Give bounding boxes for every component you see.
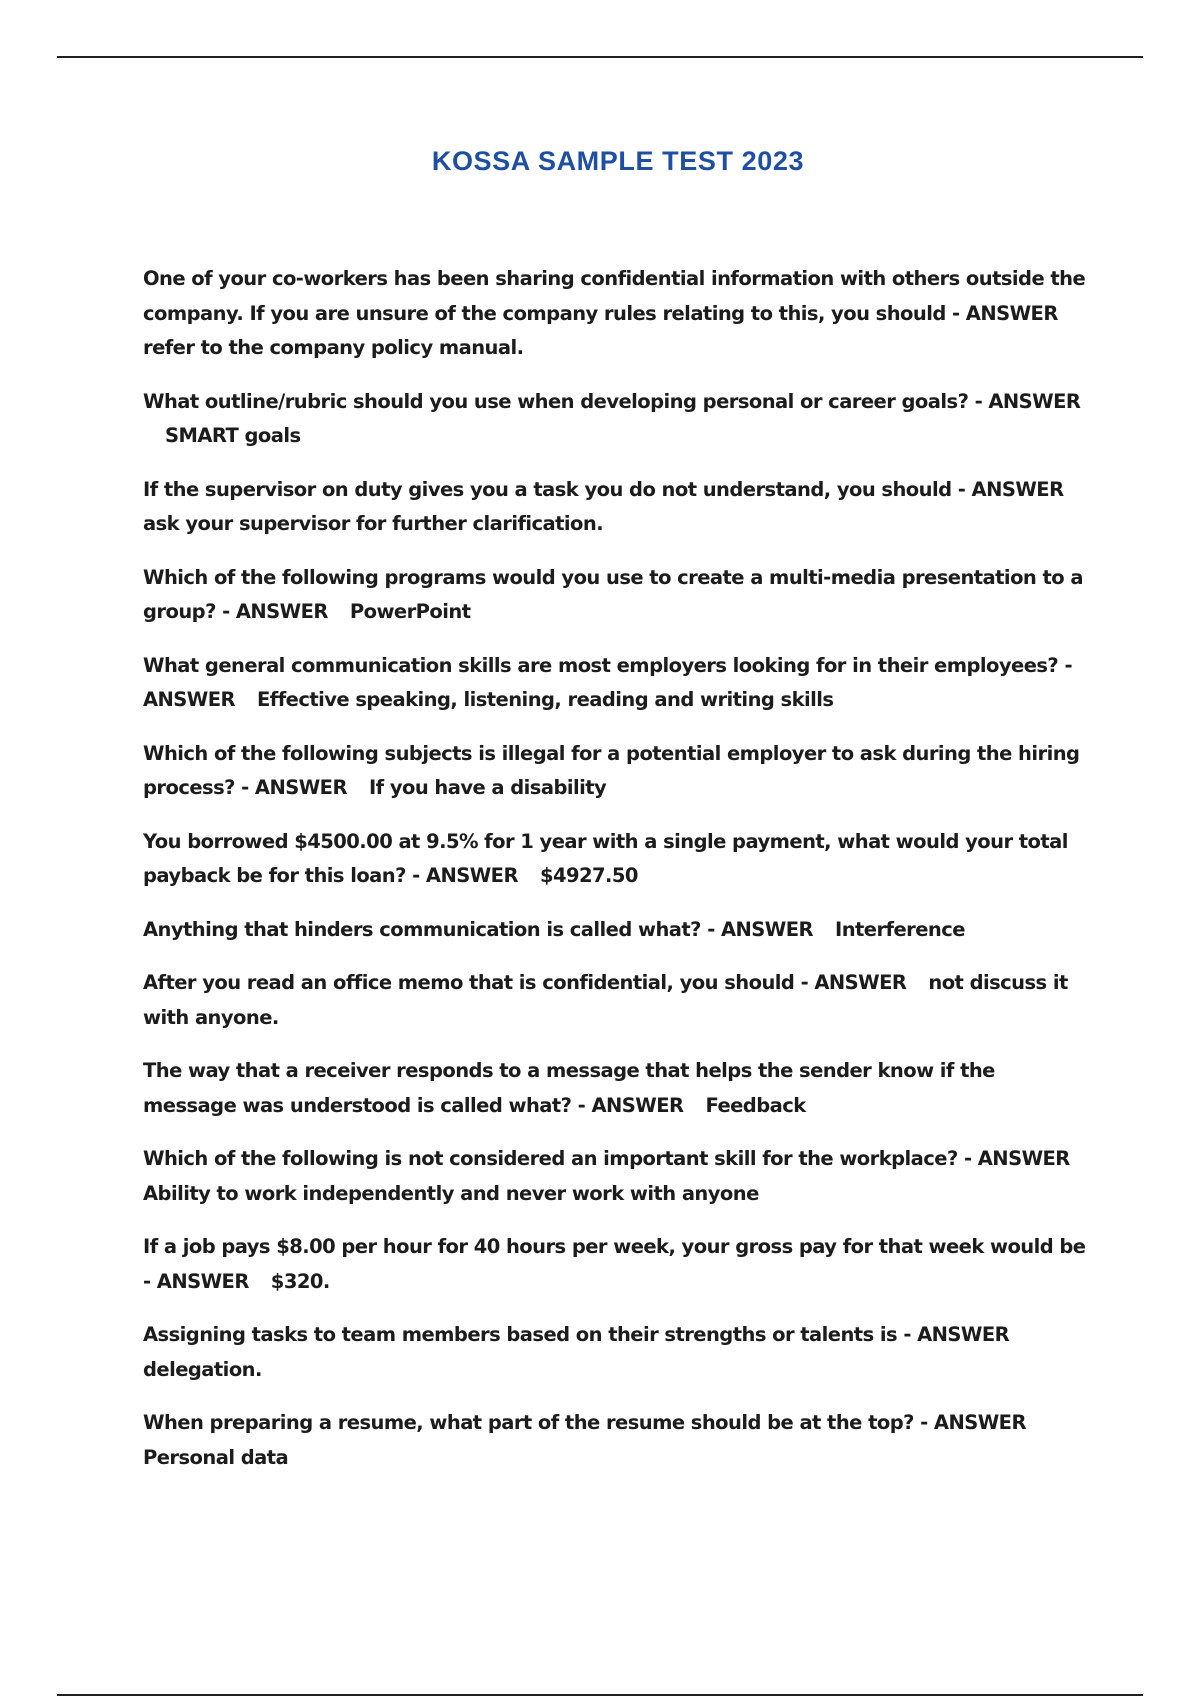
answer-text: delegation. [143,1357,262,1381]
qa-item [143,1230,1093,1299]
footer-rule [57,1694,1143,1696]
answer-text: PowerPoint [349,600,471,623]
answer-marker: - ANSWER [903,1323,1010,1346]
question-text: What outline/rubric should you use when developing personal or career goals? [143,389,969,413]
answer-marker: - ANSWER [957,477,1064,501]
question-text: Which of the following subjects is illegal for a potential employer to ask during the hiring process? [143,741,1080,799]
answer-text: $4927.50 [539,864,638,887]
document-title: KOSSA SAMPLE TEST 2023 [431,146,805,176]
qa-item [143,825,1093,894]
answer-text: If you have a disability [368,776,607,799]
question-text: Which of the following programs would you use to create a multi-media presentation to a group? [143,565,1083,623]
answer-text: ask your supervisor for further clarification. [143,512,604,535]
qa-item [143,1406,1093,1475]
answer-marker: - ANSWER [412,864,518,887]
qa-item [143,385,1093,454]
answer-marker: - ANSWER [952,301,1058,325]
qa-item [143,737,1093,806]
qa-item [143,1142,1093,1211]
question-text: After you read an office memo that is confidential, you should [143,971,795,994]
question-text: Anything that hinders communication is called what? [143,917,701,941]
qa-item [143,649,1093,718]
question-text: Assigning tasks to team members based on their strengths or talents is [143,1323,898,1346]
answer-marker: - ANSWER [800,971,907,994]
question-text: If the supervisor on duty gives you a task you do not understand, you should [143,477,952,501]
question-text: When preparing a resume, what part of the resume should be at the top? [143,1411,914,1434]
qa-item [143,1318,1093,1387]
answer-text: Effective speaking, listening, reading and writing skills [257,688,834,711]
answer-text: not discuss it with anyone. [143,971,1068,1029]
answer-marker: - ANSWER [707,917,813,941]
answer-marker: - ANSWER [241,776,347,799]
qa-item [143,262,1093,366]
answer-text: refer to the company policy manual. [143,336,524,359]
answer-marker: - ANSWER [143,653,1072,711]
question-text: One of your co-workers has been sharing confidential information with others outside the company. If you are unsure of the company rules relating to this, you should [143,267,1086,325]
answer-text: Ability to work independently and never work with anyone [143,1181,759,1205]
answer-marker: - ANSWER [143,1269,249,1293]
question-text: You borrowed $4500.00 at 9.5% for 1 year with a single payment, what would your total payback be for this loan? [143,829,1068,887]
header-rule [57,56,1143,58]
question-list [143,262,1093,1494]
answer-text: SMART goals [165,424,301,447]
question-text: What general communication skills are most employers looking for in their employees? [143,653,1059,677]
answer-marker: - ANSWER [577,1093,684,1117]
answer-marker: - ANSWER [974,389,1081,413]
answer-text: Interference [834,917,965,941]
answer-marker: - ANSWER [963,1147,1070,1170]
question-text: The way that a receiver responds to a message that helps the sender know if the message was understood is called what? [143,1059,995,1117]
question-text: Which of the following is not considered an important skill for the workplace? [143,1147,958,1170]
qa-item [143,473,1093,542]
answer-marker: - ANSWER [920,1411,1026,1434]
qa-item [143,966,1093,1035]
question-text: If a job pays $8.00 per hour for 40 hours per week, your gross pay for that week would be [143,1235,1086,1258]
qa-item [143,561,1093,630]
qa-item [143,1054,1093,1123]
answer-text: Feedback [705,1093,806,1117]
answer-text: $320. [270,1269,330,1293]
answer-marker: - ANSWER [222,600,328,623]
answer-text: Personal data [143,1445,289,1469]
qa-item [143,913,1093,948]
